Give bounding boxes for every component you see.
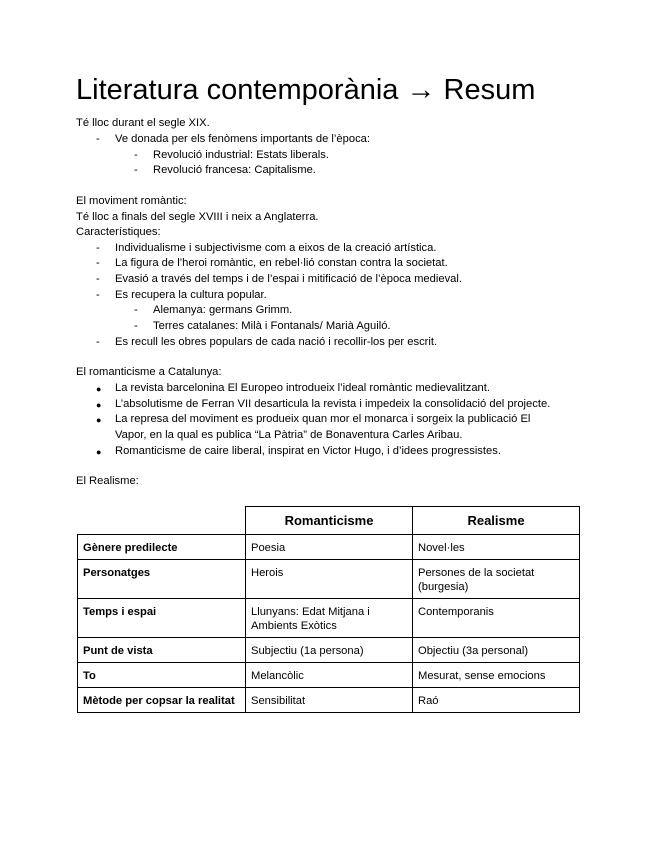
page-title: Literatura contemporània → Resum [76, 74, 536, 106]
list-dash: - [96, 257, 100, 269]
comparison-table [77, 506, 580, 713]
bullet-item: La revista barcelonina El Europeo introdueix l’ideal romàntic medievalitzant. [115, 382, 490, 394]
list-dash: - [96, 289, 100, 301]
table-row [78, 535, 580, 560]
intro-subitem: Revolució francesa: Capitalisme. [153, 164, 316, 176]
list-item: Es recull les obres populars de cada nació i recollir-los per escrit. [115, 336, 438, 348]
table-header-row [78, 507, 580, 535]
bullet-icon: ● [96, 400, 102, 410]
table-row [78, 638, 580, 663]
table-cell: Llunyans: Edat Mitjana i Ambients Exòtics [246, 599, 413, 638]
romantic-line: Té lloc a finals del segle XVIII i neix a Anglaterra. [76, 211, 319, 223]
table-header-realisme: Realisme [413, 507, 580, 535]
list-item: Individualisme i subjectivisme com a eixos de la creació artística. [115, 242, 437, 254]
table-cell: Subjectiu (1a persona) [246, 638, 413, 663]
intro-subitem: Revolució industrial: Estats liberals. [153, 149, 329, 161]
list-item: La figura de l’heroi romàntic, en rebel·lió constan contra la societat. [115, 257, 448, 269]
section-heading-catalunya: El romanticisme a Catalunya: [76, 366, 222, 378]
table-row [78, 663, 580, 688]
list-dash: - [134, 304, 138, 316]
table-cell: Contemporanis [413, 599, 580, 638]
table-header-romanticisme: Romanticisme [246, 507, 413, 535]
list-dash: - [134, 149, 138, 161]
table-row [78, 560, 580, 599]
table-header-empty [78, 507, 246, 535]
list-dash: - [134, 320, 138, 332]
list-dash: - [134, 164, 138, 176]
table-cell: Novel·les [413, 535, 580, 560]
table-cell: Mesurat, sense emocions [413, 663, 580, 688]
table-row [78, 599, 580, 638]
list-dash: - [96, 273, 100, 285]
bullet-item: Romanticisme de caire liberal, inspirat en Victor Hugo, i d’idees progressistes. [115, 445, 501, 457]
list-dash: - [96, 336, 100, 348]
intro-item: Ve donada per els fenòmens importants de l’època: [115, 133, 370, 145]
row-label: Mètode per copsar la realitat [78, 688, 246, 713]
row-label: Gènere predilecte [78, 535, 246, 560]
table-cell: Raó [413, 688, 580, 713]
table-cell: Objectiu (3a personal) [413, 638, 580, 663]
bullet-icon: ● [96, 447, 102, 457]
list-dash: - [96, 133, 100, 145]
table-row [78, 688, 580, 713]
section-heading-romantic: El moviment romàntic: [76, 195, 187, 207]
row-label: To [78, 663, 246, 688]
table-cell: Herois [246, 560, 413, 599]
table-cell: Melancòlic [246, 663, 413, 688]
list-subitem: Alemanya: germans Grimm. [153, 304, 293, 316]
bullet-icon: ● [96, 384, 102, 394]
section-heading-realisme: El Realisme: [76, 475, 139, 487]
intro-line: Té lloc durant el segle XIX. [76, 117, 210, 129]
row-label: Punt de vista [78, 638, 246, 663]
row-label: Personatges [78, 560, 246, 599]
row-label: Temps i espai [78, 599, 246, 638]
bullet-item-continuation: Vapor, en la qual es publica “La Pàtria” de Bonaventura Carles Aribau. [115, 429, 463, 441]
list-dash: - [96, 242, 100, 254]
bullet-item: L’absolutisme de Ferran VII desarticula la revista i impedeix la consolidació del projecte. [115, 398, 551, 410]
bullet-item: La represa del moviment es produeix quan mor el monarca i sorgeix la publicació El [115, 413, 531, 425]
bullet-icon: ● [96, 415, 102, 425]
list-item: Es recupera la cultura popular. [115, 289, 267, 301]
table-cell: Poesia [246, 535, 413, 560]
features-label: Característiques: [76, 226, 161, 238]
table-cell: Sensibilitat [246, 688, 413, 713]
table-cell: Persones de la societat (burgesia) [413, 560, 580, 599]
list-subitem: Terres catalanes: Milà i Fontanals/ Marià Aguiló. [153, 320, 391, 332]
list-item: Evasió a través del temps i de l’espai i mitificació de l’època medieval. [115, 273, 462, 285]
